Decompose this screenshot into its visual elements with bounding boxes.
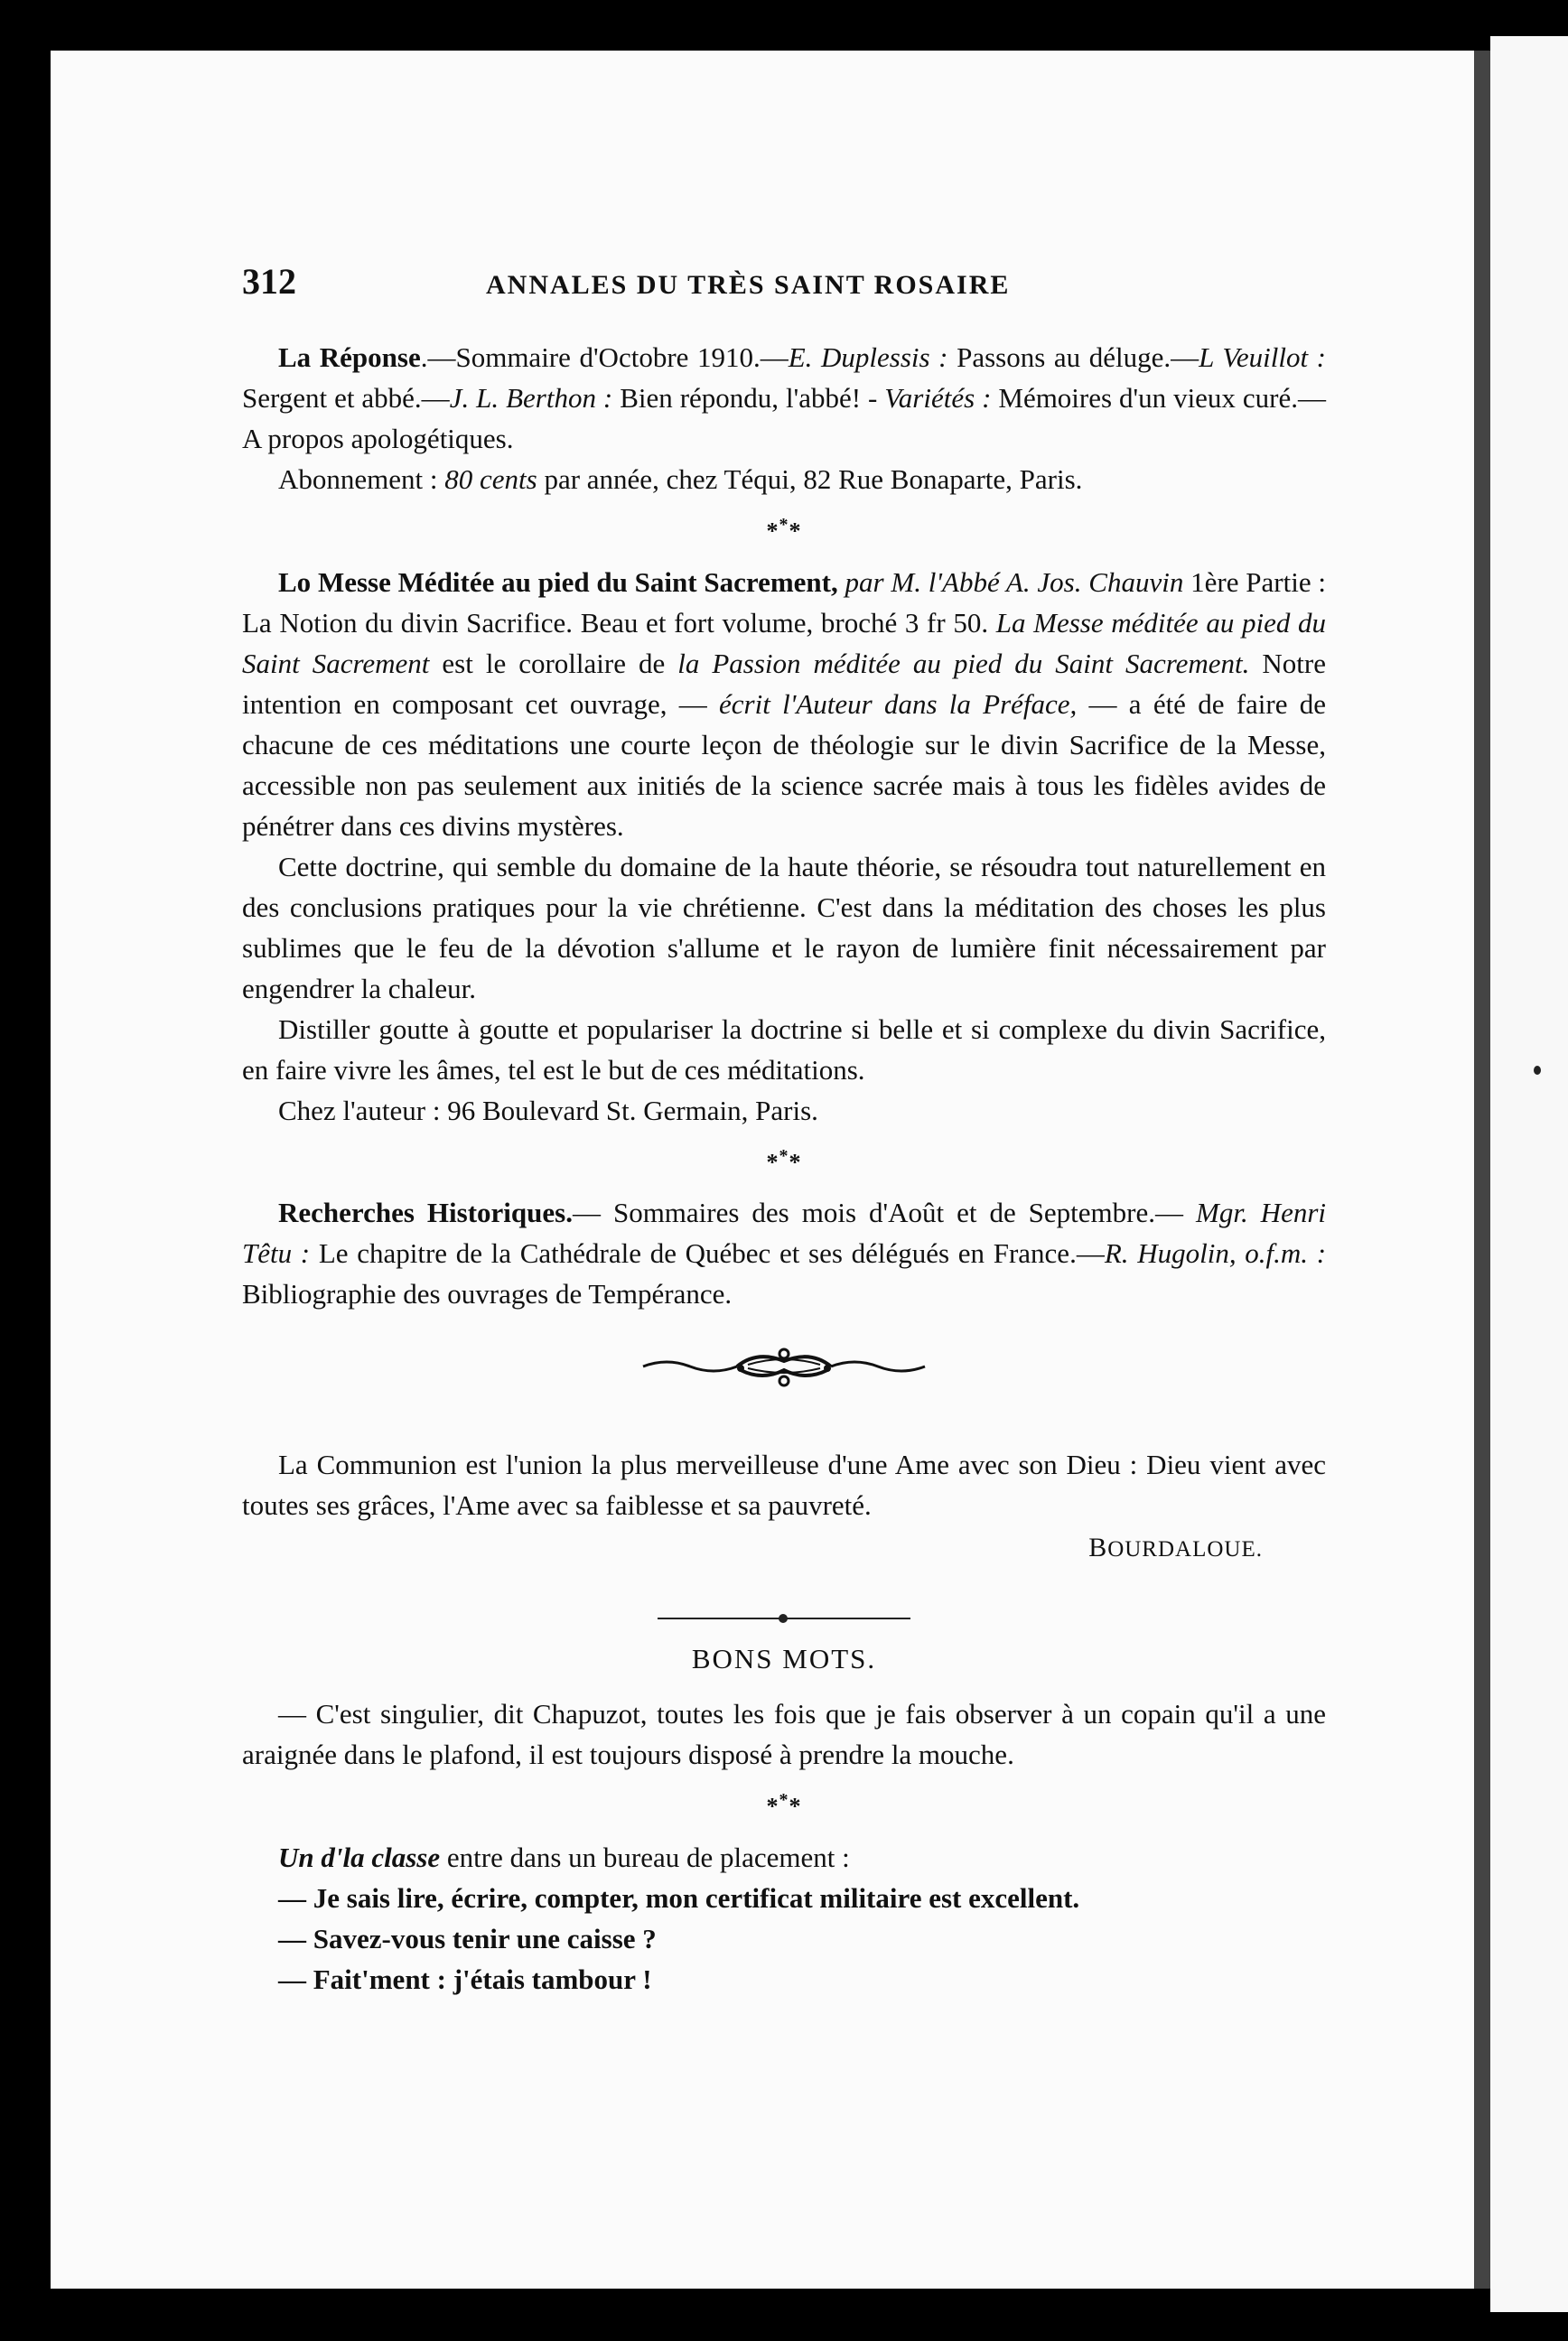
section-rule	[658, 1618, 910, 1619]
dialogue-line: — Savez-vous tenir une caisse ?	[278, 1922, 657, 1954]
bons-mots-title: BONS MOTS.	[691, 1643, 877, 1675]
text-block	[242, 260, 1326, 2000]
messe-paragraph-2: Cette doctrine, qui semble du domaine de la haute théorie, se résoudra tout naturellement en des conclusions pratiques pour la vie chrétienne. C'est dans la méditation des choses les plus sublimes que le feu de la dévotion s'allume et le rayon de lumière finit nécessairement par engendrer la chaleur.	[242, 850, 1326, 1004]
page-number: 312	[242, 261, 296, 302]
dialogue-line: — Fait'ment : j'étais tambour !	[278, 1963, 652, 1995]
ornament-divider	[639, 1341, 929, 1390]
reponse-subscription: Abonnement : 80 cents par année, chez Téqui, 82 Rue Bonaparte, Paris.	[278, 463, 1083, 495]
recherches-title: Recherches Historiques.	[278, 1197, 573, 1229]
recherches-paragraph: Recherches Historiques.— Sommaires des mois d'Août et de Septembre.— Mgr. Henri Têtu : Le chapitre de la Cathédrale de Québec et ses délégués en France.—R. Hugolin, o.f.m. : Bibliographie des ouvrages de Tempérance.	[242, 1197, 1327, 1310]
messe-paragraph: Lo Messe Méditée au pied du Saint Sacrement, par M. l'Abbé A. Jos. Chauvin 1ère Partie : La Notion du divin Sacrifice. Beau et fort volume, broché 3 fr 50. La Messe méditée au pied du Saint Sacrement est le corollaire de la Passion méditée au pied du Saint Sacrement. Notre intention en composant cet ouvrage, — écrit l'Auteur dans la Préface, — a été de faire de chacune de ces méditations une courte leçon de théologie sur le divin Sacrifice de la Messe, accessible non pas seulement aux initiés de la science sacrée mais à tous les fidèles avides de pénétrer dans ces divins mystères.	[242, 565, 1327, 842]
bons-mots-paragraph: — C'est singulier, dit Chapuzot, toutes les fois que je fais observer à un copain qu'il a une araignée dans le plafond, il est toujours disposé à prendre la mouche.	[242, 1698, 1326, 1771]
reponse-paragraph: La Réponse.—Sommaire d'Octobre 1910.—E. Duplessis : Passons au déluge.—L Veuillot : Sergent et abbé.—J. L. Berthon : Bien répondu, l'abbé! - Variétés : Mémoires d'un vieux curé.—A propos apologétiques.	[242, 341, 1326, 454]
reponse-title: La Réponse	[278, 341, 421, 373]
dialogue-line: — Je sais lire, écrire, compter, mon certificat militaire est excellent.	[278, 1881, 1080, 1914]
messe-address: Chez l'auteur : 96 Boulevard St. Germain, Paris.	[278, 1094, 818, 1126]
ink-speck	[1534, 1066, 1541, 1075]
bons-mots-intro: Un d'la classe entre dans un bureau de placement :	[278, 1841, 850, 1873]
asterism-divider-2: ***	[766, 1145, 802, 1176]
quote-author: BOURDALOUE.	[1088, 1533, 1263, 1563]
page-header	[242, 260, 1326, 303]
running-title: ANNALES DU TRÈS SAINT ROSAIRE	[486, 270, 1011, 300]
facing-page-edge	[1490, 36, 1568, 2312]
asterism-divider-3: ***	[766, 1790, 802, 1820]
asterism-divider: ***	[766, 515, 802, 545]
messe-title: Lo Messe Méditée au pied du Saint Sacrement,	[278, 565, 838, 598]
messe-paragraph-3: Distiller goutte à goutte et populariser la doctrine si belle et si complexe du divin Sacrifice, en faire vivre les âmes, tel est le but de ces méditations.	[242, 1012, 1326, 1086]
page-edge-shadow	[1474, 51, 1490, 2289]
communion-quote: La Communion est l'union la plus merveilleuse d'une Ame avec son Dieu : Dieu vient avec toutes ses grâces, l'Ame avec sa faiblesse et sa pauvreté.	[242, 1449, 1326, 1522]
